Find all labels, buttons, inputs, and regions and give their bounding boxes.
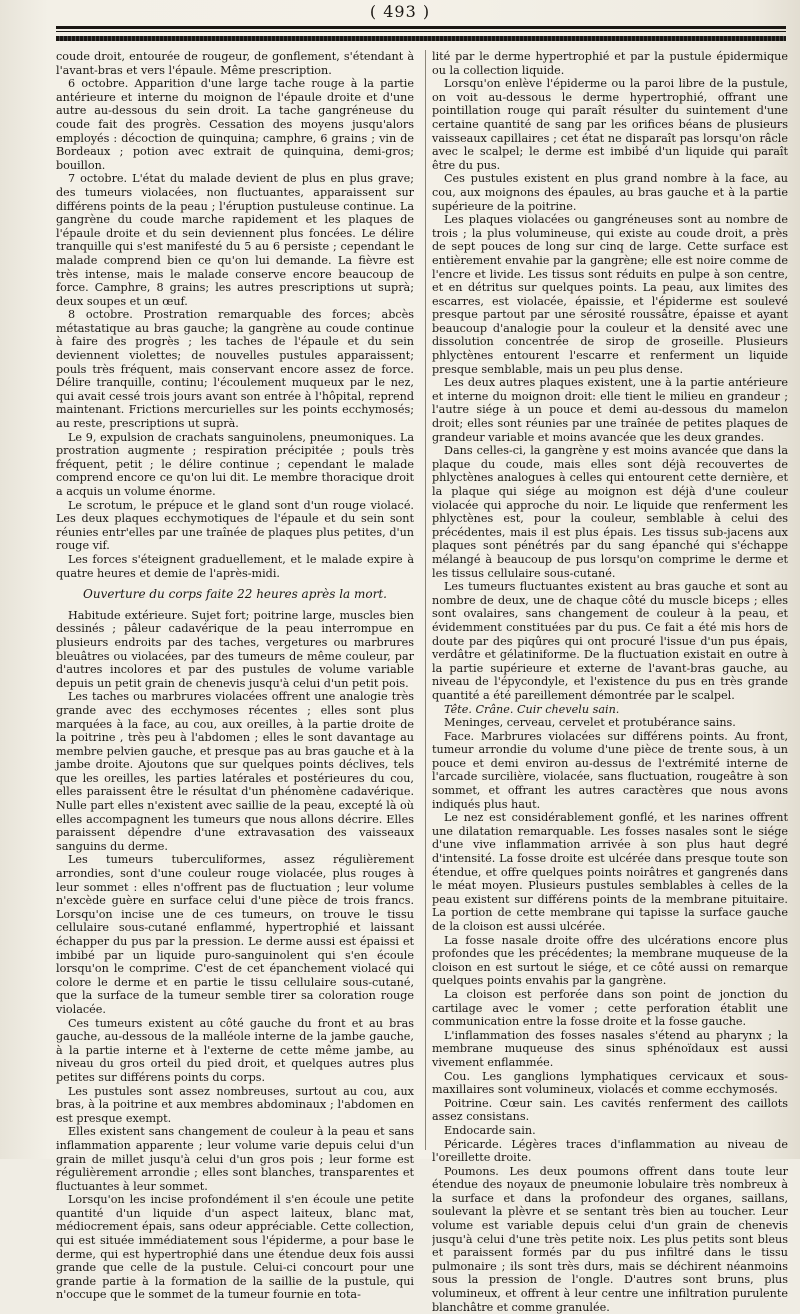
page-number: ( 493 )	[369, 2, 431, 21]
paragraph: lité par le derme hypertrophié et par la pustule épidermique ou la collection liquide.	[432, 50, 788, 77]
paragraph: La fosse nasale droite offre des ulcérations encore plus profondes que les précédentes; la membrane muqueuse de la cloison en est surtout le siége, et ce côté aussi on remarque quelques points envahis par la gangrène.	[432, 933, 788, 988]
header-rule	[56, 26, 786, 29]
paragraph: Lorsqu'on les incise profondément il s'en écoule une petite quantité d'un liquide d'un aspect laiteux, blanc mat, médiocrement épais, sans odeur appréciable. Cette collection, qui est située immédiatement sous l'épiderme, a pour base le derme, qui est hypertrophié dans une étendue deux fois aussi grande que celle de la pustule. Celui-ci concourt pour une grande partie à la formation de la saillie de la pustule, qui n'occupe que le sommet de la tumeur fournie en tota-	[56, 1193, 414, 1302]
paragraph: Le 9, expulsion de crachats sanguinolens, pneumoniques. La prostration augmente ; respiration précipitée ; pouls très fréquent, petit ; le délire continue ; cependant le malade comprend encore ce qu'on lui dit. Le membre thoracique droit a acquis un volume énorme.	[56, 430, 414, 498]
paragraph: Ces tumeurs existent au côté gauche du front et au bras gauche, au-dessous de la malléole interne de la jambe gauche, à la partie interne et à l'externe de cette même jambe, au niveau du gros orteil du pied droit, et quelques autres plus petites sur différens points du corps.	[56, 1016, 414, 1084]
paragraph: Les forces s'éteignent graduellement, et le malade expire à quatre heures et demie de l'après-midi.	[56, 552, 414, 580]
paragraph: Les pustules sont assez nombreuses, surtout au cou, aux bras, à la poitrine et aux membres abdominaux ; l'abdomen en est presque exempt.	[56, 1084, 414, 1125]
paragraph: Lorsqu'on enlève l'épiderme ou la paroi libre de la pustule, on voit au-dessous le derme hypertrophié, offrant une pointillation rouge qui paraît résulter du suintement d'une certaine quantité de sang par les orifices béans de plusieurs vaisseaux capillaires ; cet état ne disparaît pas lorsqu'on râcle avec le scalpel; le derme est imbibé d'un liquide qui paraît être du pus.	[432, 77, 788, 172]
paragraph: La cloison est perforée dans son point de jonction du cartilage avec le vomer ; cette perforation établit une communication entre la fosse droite et la fosse gauche.	[432, 987, 788, 1029]
paragraph: Les tumeurs fluctuantes existent au bras gauche et sont au nombre de deux, une de chaque côté du muscle biceps ; elles sont ovalaires, sans changement de couleur à la peau, et évidemment constituées par du pus. Ce fait a été mis hors de doute par des piqûres qui ont procuré l'issue d'un pus épais, verdâtre et gélatiniforme. De la fluctuation existait en outre à la partie supérieure et externe de l'avant-bras gauche, au niveau de l'épycondyle, et l'existence du pus en très grande quantité a été pareillement démontrée par le scalpel.	[432, 580, 788, 702]
header-rule-pattern	[56, 36, 786, 41]
paragraph: Les deux autres plaques existent, une à la partie antérieure et interne du moignon droit: elle tient le milieu en grandeur ; l'autre siége à un pouce et demi au-dessous du mamelon droit; elles sont réunies par une traînée de petites plaques de grandeur variable et moins avancée que les deux grandes.	[432, 376, 788, 444]
section-heading: Ouverture du corps faite 22 heures après la mort.	[82, 587, 387, 602]
paragraph: Les plaques violacées ou gangréneuses sont au nombre de trois ; la plus volumineuse, qui existe au coude droit, a près de sept pouces de long sur cinq de large. Cette surface est entièrement envahie par la gangrène; elle est noire comme de l'encre et livide. Les tissus sont réduits en pulpe à son centre, et en détritus sur quelques points. La peau, aux limites des escarres, est violacée, épaissie, et l'épiderme est soulevé presque partout par une sérosité roussâtre, épaisse et ayant beaucoup d'analogie pour la couleur et la densité avec une dissolution concentrée de sirop de groseille. Plusieurs phlyctènes entourent l'escarre et renferment un liquide presque semblable, mais un peu plus dense.	[432, 213, 788, 376]
right-column	[432, 50, 788, 1314]
paragraph: Meninges, cerveau, cervelet et protubérance sains.	[444, 716, 736, 730]
paragraph: 6 octobre. Apparition d'une large tache rouge à la partie antérieure et interne du moignon de l'épaule droite et d'une autre au-dessous du sein droit. La tache gangréneuse du coude fait des progrès. Cessation des moyens jusqu'alors employés : décoction de quinquina; camphre, 6 grains ; vin de Bordeaux ; potion avec extrait de quinquina, demi-gros; bouillon.	[56, 77, 414, 172]
column-divider	[425, 50, 426, 1150]
paragraph: Les taches ou marbrures violacées offrent une analogie très grande avec des ecchymoses récentes ; elles sont plus marquées à la face, au cou, aux oreilles, à la partie droite de la poitrine , très peu à l'abdomen ; elles le sont davantage au membre pelvien gauche, et presque pas au bras gauche et à la jambe droite. Ajoutons que sur quelques points déclives, tels que les oreilles, les parties latérales et postérieures du cou, elles paraissent être le résultat d'un phénomène cadavérique. Nulle part elles n'existent avec saillie de la peau, excepté là où elles accompagnent les tumeurs que nous allons décrire. Elles paraissent dépendre d'une extravasation des vaisseaux sanguins du derme.	[56, 690, 414, 853]
paragraph: Le nez est considérablement gonflé, et les narines offrent une dilatation remarquable. Les fosses nasales sont le siége d'une vive inflammation arrivée à son plus haut degré d'intensité. La fosse droite est ulcérée dans presque toute son étendue, et offre quelques points noirâtres et gangrenés dans le méat moyen. Plusieurs pustules semblables à celles de la peau existent sur différens points de la membrane pituitaire. La portion de cette membrane qui tapisse la surface gauche de la cloison est aussi ulcérée.	[432, 811, 788, 933]
paragraph: L'inflammation des fosses nasales s'étend au pharynx ; la membrane muqueuse des sinus sphénoïdaux est aussi vivement enflammée.	[432, 1028, 788, 1069]
left-column	[56, 50, 414, 1302]
paragraph: 7 octobre. L'état du malade devient de plus en plus grave; des tumeurs violacées, non fluctuantes, apparaissent sur différens points de la peau ; l'éruption pustuleuse continue. La gangrène du coude marche rapidement et les plaques de l'épaule droite et du sein deviennent plus foncées. Le délire tranquille qui s'est manifesté du 5 au 6 persiste ; cependant le malade comprend bien ce qu'on lui demande. La fièvre est très intense, mais le malade conserve encore beaucoup de force. Camphre, 8 grains; les autres prescriptions ut suprà; deux soupes et un œuf.	[56, 172, 414, 308]
paragraph: Habitude extérieure. Sujet fort; poitrine large, muscles bien dessinés ; pâleur cadavérique de la peau interrompue en plusieurs endroits par des taches, vergetures ou marbrures bleuâtres ou violacées, par des tumeurs de même couleur, par d'autres incolores et par des pustules de volume variable depuis un petit grain de chenevis jusqu'à celui d'un petit pois.	[56, 608, 414, 690]
paragraph: 8 octobre. Prostration remarquable des forces; abcès métastatique au bras gauche; la gangrène au coude continue à faire des progrès ; les taches de l'épaule et du sein deviennent violettes; de nouvelles pustules apparaissent; pouls très fréquent, mais conservant encore assez de force. Délire tranquille, continu; l'écoulement muqueux par le nez, qui avait cessé trois jours avant son entrée à l'hôpital, reprend maintenant. Frictions mercurielles sur les points ecchymosés; au reste, prescriptions ut suprà.	[56, 308, 414, 431]
paragraph: Le scrotum, le prépuce et le gland sont d'un rouge violacé. Les deux plaques ecchymotiques de l'épaule et du sein sont réunies entr'elles par une traînée de plaques plus petites, d'un rouge vif.	[56, 498, 414, 553]
paragraph: Dans celles-ci, la gangrène y est moins avancée que dans la plaque du coude, mais elles sont déjà recouvertes de phlyctènes analogues à celles qui entourent cette dernière, et la plaque qui siége au moignon est déjà d'une couleur violacée qui approche du noir. Le liquide que renferment les phlyctènes est, pour la couleur, semblable à celui des précédentes, mais il est plus épais. Les tissus sub-jacens aux plaques sont pénétrés par du sang épanché qui s'échappe mélangé à beaucoup de pus lorsqu'on comprime le derme et les tissus cellulaire sous-cutané.	[432, 444, 788, 580]
paragraph: Poumons. Les deux poumons offrent dans toute leur étendue des noyaux de pneumonie lobulaire très nombreux à la surface et dans la profondeur des organes, saillans, soulevant la plèvre et se sentant très bien au toucher. Leur volume est variable depuis celui d'un grain de chenevis jusqu'à celui d'une très petite noix. Les plus petits sont bleus et paraissent formés par du pus infiltré dans le tissu pulmonaire ; ils sont très durs, mais se déchirent néanmoins sous la pression de l'ongle. D'autres sont bruns, plus volumineux, et offrent à leur centre une infiltration purulente blanchâtre et comme granulée.	[432, 1164, 788, 1314]
paragraph: Poitrine. Cœur sain. Les cavités renferment des caillots assez consistans.	[432, 1096, 788, 1124]
paragraph: Les tumeurs tuberculiformes, assez régulièrement arrondies, sont d'une couleur rouge violacée, plus rouges à leur sommet : elles n'offrent pas de fluctuation ; leur volume n'excède guère en surface celui d'une pièce de trois francs. Lorsqu'on incise une de ces tumeurs, on trouve le tissu cellulaire sous-cutané enflammé, hypertrophié et laissant échapper du pus par la pression. Le derme aussi est épaissi et imbibé par un liquide puro-sanguinolent qui s'en écoule lorsqu'on le comprime. C'est de cet épanchement violacé qui colore le derme et en partie le tissu cellulaire sous-cutané, que la surface de la tumeur semble tirer sa coloration rouge violacée.	[56, 853, 414, 1016]
header-rule-thin	[56, 31, 786, 32]
paragraph: Face. Marbrures violacées sur différens points. Au front, tumeur arrondie du volume d'une pièce de trente sous, à un pouce et demi environ au-dessus de l'extrémité interne de l'arcade surcilière, violacée, sans fluctuation, rougeâtre à son sommet, et offrant les autres caractères que nous avons indiqués plus haut.	[432, 729, 788, 811]
paragraph: Ces pustules existent en plus grand nombre à la face, au cou, aux moignons des épaules, au bras gauche et à la partie supérieure de la poitrine.	[432, 172, 788, 213]
paragraph: Cou. Les ganglions lymphatiques cervicaux et sous-maxillaires sont volumineux, violacés et comme ecchymosés.	[432, 1069, 788, 1097]
paragraph: coude droit, entourée de rougeur, de gonflement, s'étendant à l'avant-bras et vers l'épaule. Même prescription.	[56, 50, 414, 77]
paragraph: Tête. Crâne. Cuir chevelu sain.	[444, 702, 620, 716]
paragraph: Péricarde. Légères traces d'inflammation au niveau de l'oreillette droite.	[432, 1137, 788, 1165]
paragraph: Endocarde sain.	[444, 1123, 536, 1137]
paragraph: Elles existent sans changement de couleur à la peau et sans inflammation apparente ; leur volume varie depuis celui d'un grain de millet jusqu'à celui d'un gros pois ; leur forme est régulièrement arrondie ; elles sont blanches, transparentes et fluctuantes à leur sommet.	[56, 1125, 414, 1193]
